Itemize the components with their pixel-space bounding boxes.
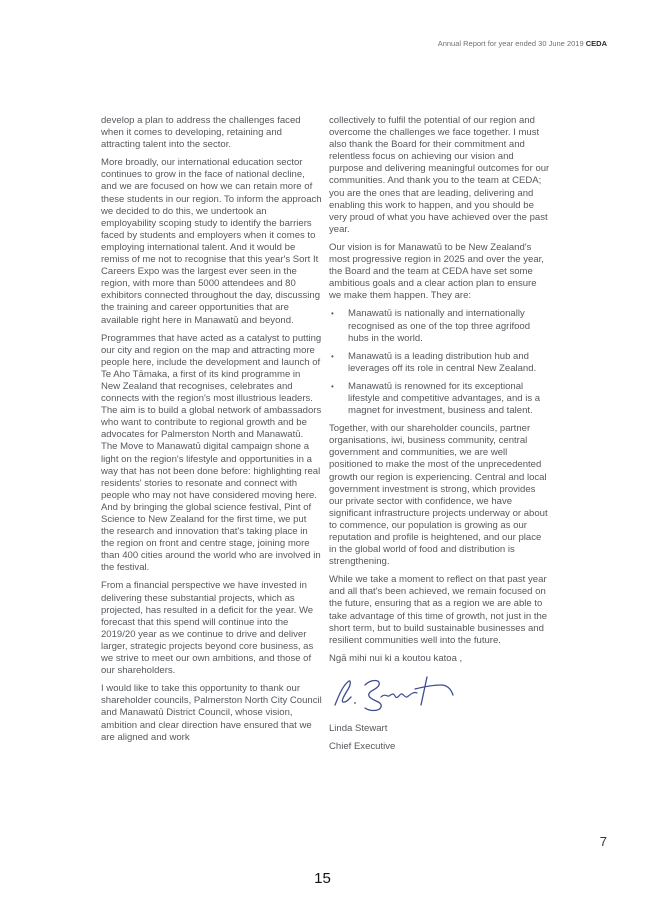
list-item (329, 351, 550, 375)
list-item (329, 308, 550, 344)
signatory-title: Chief Executive (329, 741, 396, 753)
body-paragraph: While we take a moment to reflect on that past year and all that's been achieved, we remain focused on the future, ensuring that as a region we are able to take advantage of this time of growth, not just in the short term, but to build sustainable businesses and resilient communities well into the future. (329, 574, 548, 646)
brand-name: CEDA (585, 39, 607, 48)
document-page-number: 15 (314, 870, 331, 887)
body-paragraph: From a financial perspective we have invested in delivering these substantial projects, which as projected, has resulted in a deficit for the year. We forecast that this spend will continue into the 2019/20 year as we continue to drive and deliver larger, strategic projects beyond core business, as we strive to meet our own ambitions, and those of our shareholders. (101, 580, 314, 677)
right-column (329, 115, 550, 759)
body-paragraph: collectively to fulfil the potential of our region and overcome the challenges we face together. I must also thank the Board for their commitment and relentless focus on achieving our vision and purpose and delivering meaningful outcomes for our communities. And thank you to the team at CEDA; you are the ones that are leading, delivering and enabling this work to happen, and you should be very proud of what you have achieved over the past year. (329, 115, 550, 235)
handwritten-signature (329, 671, 459, 715)
goals-list (329, 308, 550, 417)
report-page-number: 7 (599, 834, 607, 849)
bullet-marker: • (331, 351, 334, 361)
body-paragraph: Together, with our shareholder councils, partner organisations, iwi, business community, central government and communities, we are well positioned to make the most of the unprecedented growth our region is experiencing. Central and local government investment is strong, which provides our private sector with confidence, we have significant infrastructure projects underway or about to commence, our population is growing as our reputation and profile is heightened, and our place in the global world of food and distribution is strengthening. (329, 423, 548, 568)
running-header (438, 39, 607, 48)
report-title: Annual Report for year ended 30 June 2019 (437, 39, 584, 48)
body-paragraph: develop a plan to address the challenges faced when it comes to developing, retaining and attracting talent into the sector. (101, 115, 301, 151)
bullet-marker: • (331, 309, 334, 319)
closing-greeting: Ngā mihi nui ki a koutou katoa , (329, 652, 463, 664)
body-paragraph: I would like to take this opportunity to thank our shareholder councils, Palmerston North City Council and Manawatū District Council, whose vision, ambition and clear direction have ensured that we are aligned and work (101, 683, 322, 743)
bullet-text: Manawatū is a leading distribution hub and leverages off its role in central New Zealand. (348, 350, 537, 374)
left-column (101, 115, 322, 750)
list-item (329, 381, 550, 417)
body-paragraph: More broadly, our international education sector continues to grow in the face of national decline, and we are focused on how we can retain more of these students in our region. To inform the approach we decided to do this, we undertook an employability scoping study to identify the barriers faced by students and employers when it comes to employing international talent. And it would be remiss of me not to recognise that this year's Sort It Careers Expo was the largest ever seen in the region, with more than 5000 attendees and 80 exhibitors connected throughout the day, discussing the training and career opportunities that are available right here in Manawatū and beyond. (101, 157, 322, 326)
body-paragraph: Programmes that have acted as a catalyst to putting our city and region on the map and attracting more people here, include the development and launch of Te Aho Tāmaka, a first of its kind programme in New Zealand that recognises, celebrates and connects with the region's most illustrious leaders. The aim is to build a global network of ambassadors who want to contribute to regional growth and be advocates for Palmerston North and Manawatū. The Move to Manawatū digital campaign shone a light on the region's lifestyle and opportunities in a way that has not been done before: highlighting real residents' stories to resonate and connect with people who may not have considered moving here. And by bringing the global science festival, Pint of Science to New Zealand for the first time, we put the research and innovation that's taking place in the region on front and centre stage, joining more than 400 cities around the world who are involved in the festival. (101, 332, 322, 574)
body-paragraph: Our vision is for Manawatū to be New Zealand's most progressive region in 2025 and over the year, the Board and the team at CEDA have set some ambitious goals and a clear action plan to ensure we make them happen. They are: (329, 241, 544, 302)
signatory-name: Linda Stewart (329, 722, 388, 734)
bullet-text: Manawatū is nationally and internationally recognised as one of the top three agrifood hubs in the world. (348, 308, 531, 344)
bullet-text: Manawatū is renowned for its exceptional lifestyle and competitive advantages, and is a magnet for investment, business and talent. (348, 380, 541, 417)
bullet-marker: • (331, 381, 334, 391)
